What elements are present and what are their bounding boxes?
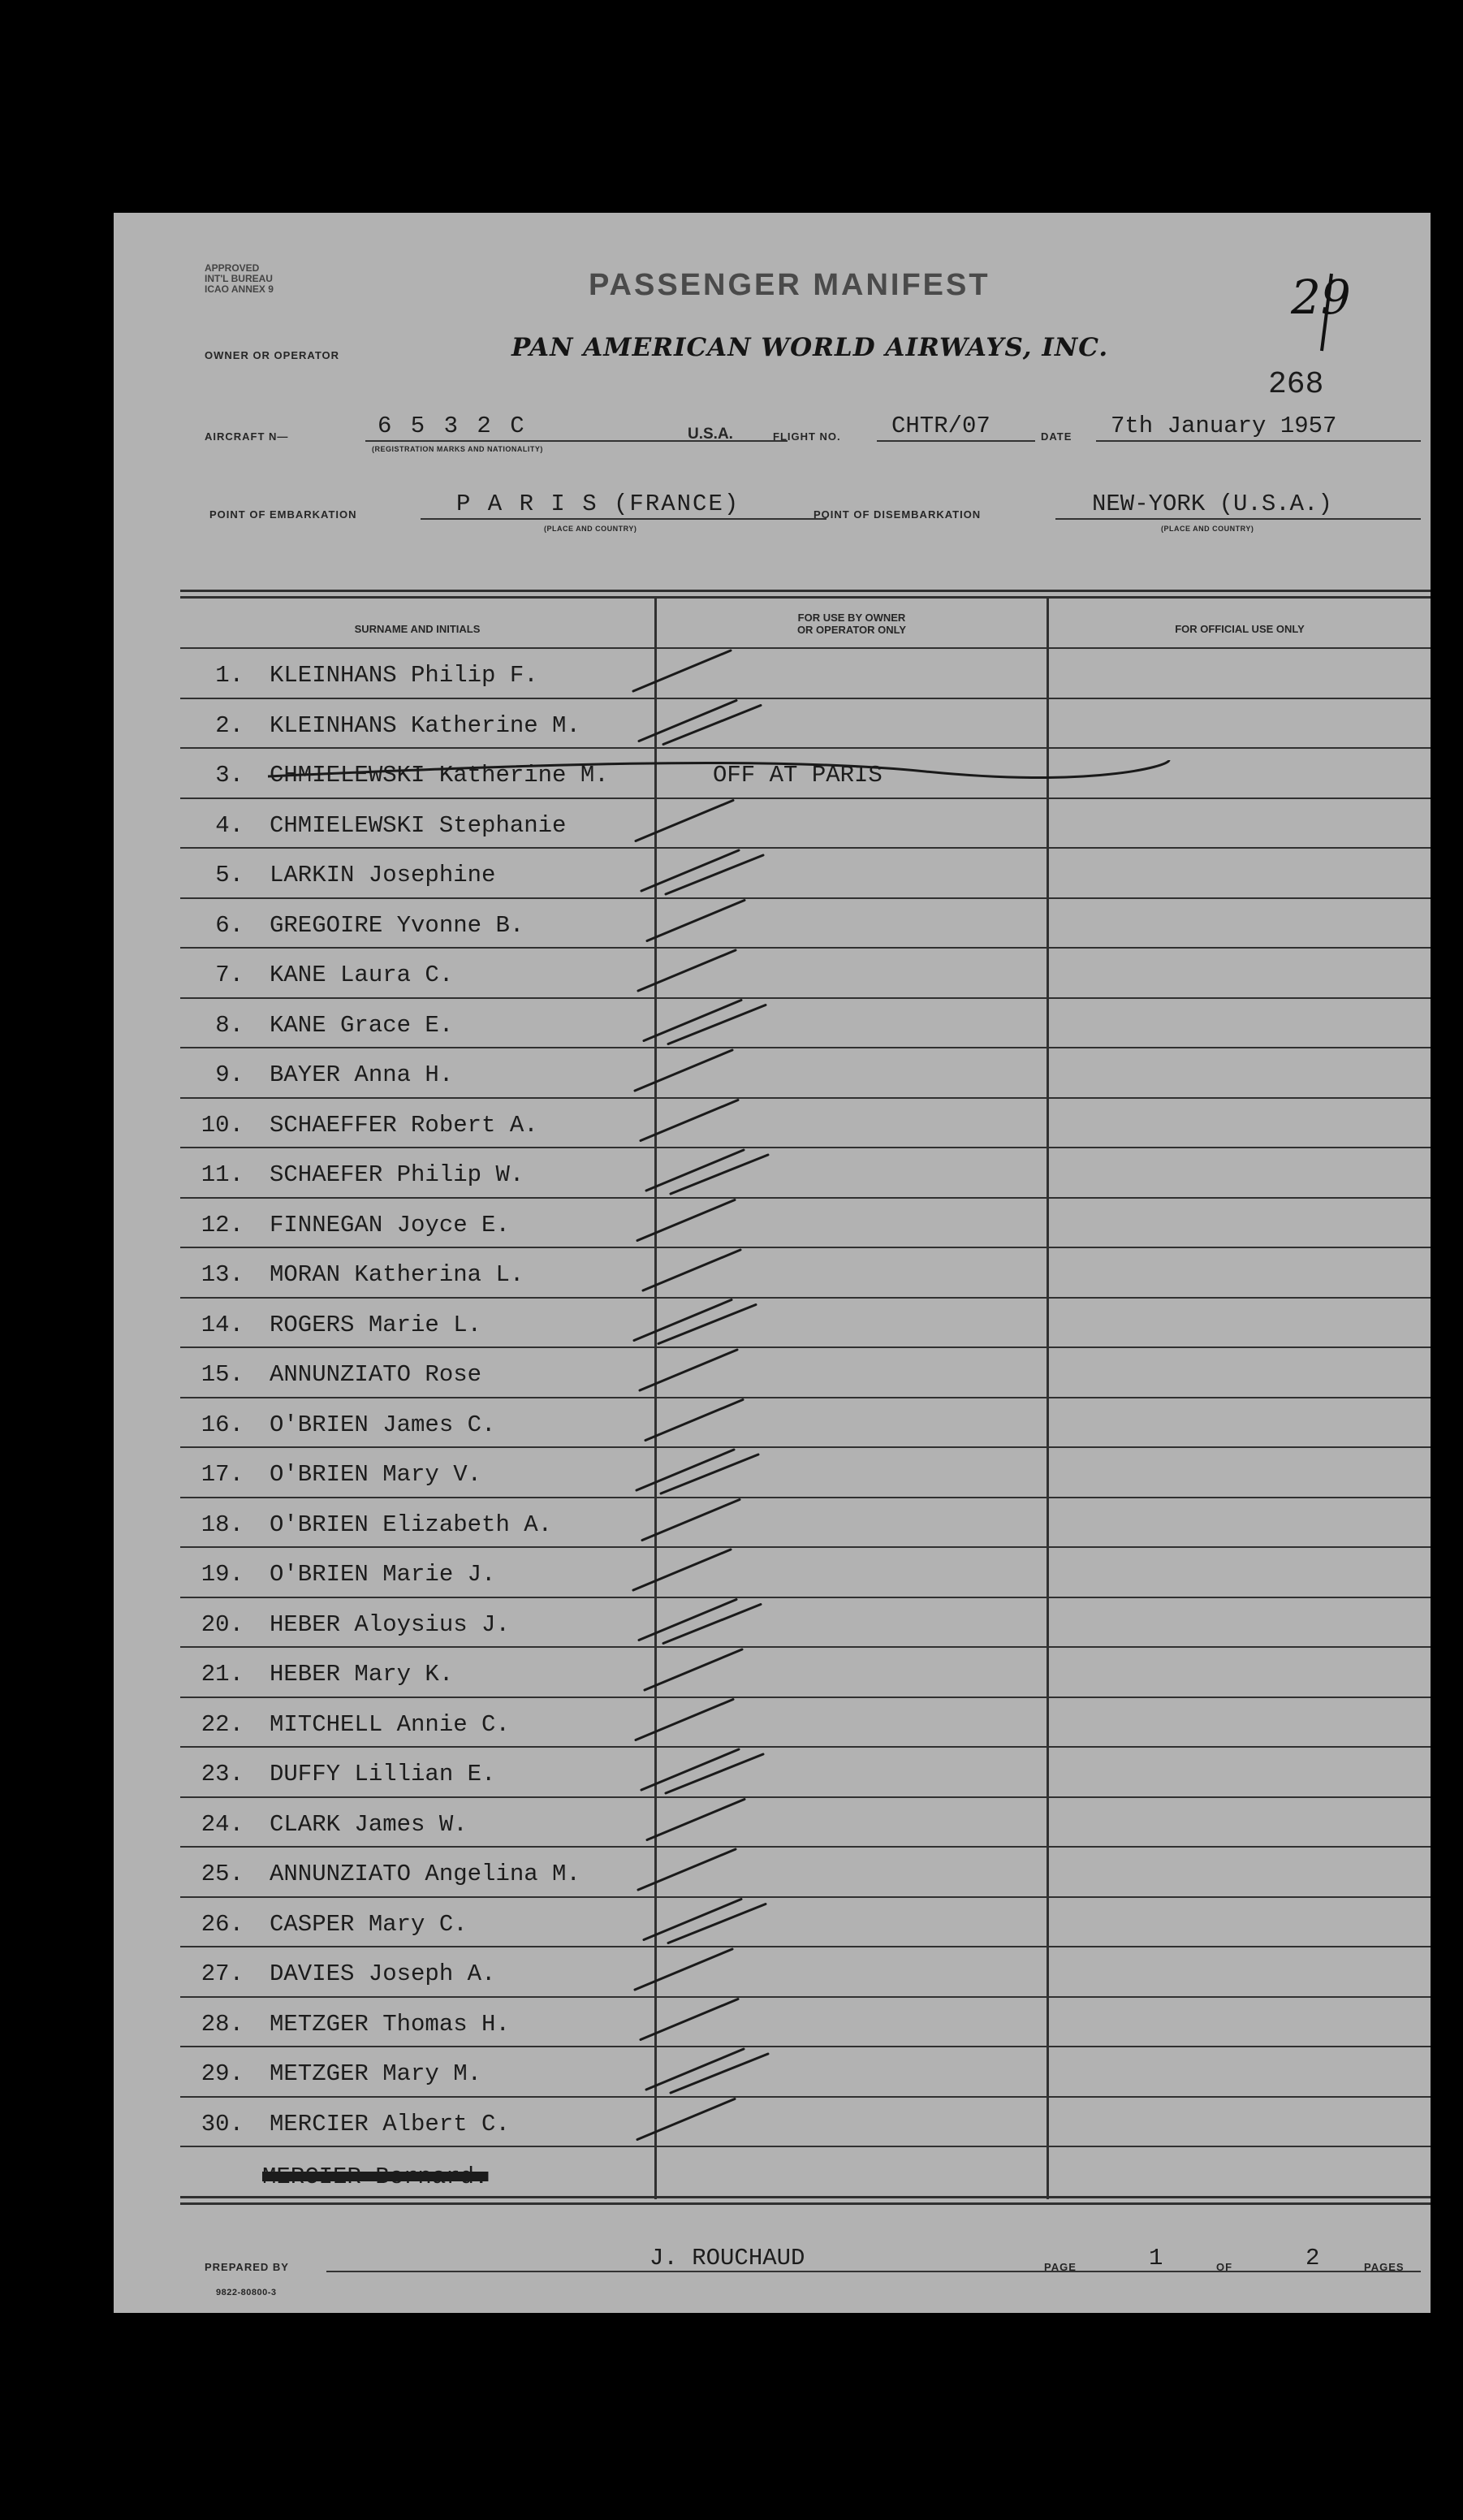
passenger-name: O'BRIEN Elizabeth A. bbox=[270, 1511, 553, 1538]
check-marks bbox=[114, 213, 1431, 2313]
row-number: 6. bbox=[215, 911, 244, 939]
check-mark bbox=[638, 950, 736, 991]
row-number: 9. bbox=[215, 1061, 244, 1088]
check-mark bbox=[636, 801, 733, 841]
row-number: 20. bbox=[201, 1610, 244, 1638]
prepared-label: PREPARED BY bbox=[205, 2261, 289, 2273]
row-number: 19. bbox=[201, 1561, 244, 1588]
check-mark bbox=[633, 1550, 731, 1590]
manifest-sheet bbox=[114, 213, 1431, 2313]
check-mark bbox=[645, 1400, 743, 1441]
passenger-name: KANE Laura C. bbox=[270, 962, 454, 988]
check-mark bbox=[641, 1100, 738, 1141]
check-mark bbox=[645, 1649, 742, 1690]
passenger-name: LARKIN Josephine bbox=[270, 862, 496, 888]
prepared-value: J. ROUCHAUD bbox=[650, 2245, 805, 2271]
passenger-name: MITCHELL Annie C. bbox=[270, 1710, 510, 1738]
row-number: 21. bbox=[201, 1661, 244, 1688]
passenger-name: KLEINHANS Katherine M. bbox=[270, 711, 580, 739]
of-value: 2 bbox=[1305, 2245, 1320, 2271]
check-mark bbox=[635, 1050, 732, 1091]
row-number: 28. bbox=[201, 2010, 244, 2038]
place-caption-2: (PLACE AND COUNTRY) bbox=[1161, 525, 1254, 533]
stamped-number: 268 bbox=[1268, 367, 1324, 402]
flight-value: CHTR/07 bbox=[891, 413, 990, 439]
official-column-header: FOR OFFICIAL USE ONLY bbox=[1175, 623, 1305, 635]
passenger-name: DUFFY Lillian E. bbox=[270, 1761, 496, 1787]
check-mark bbox=[637, 1200, 735, 1241]
row-number: 22. bbox=[201, 1710, 244, 1738]
row-number: 11. bbox=[201, 1161, 244, 1188]
passenger-name: SCHAEFER Philip W. bbox=[270, 1161, 524, 1188]
passenger-name: O'BRIEN Mary V. bbox=[270, 1461, 482, 1488]
pages-label: PAGES bbox=[1364, 2261, 1405, 2273]
check-mark bbox=[635, 1949, 732, 1990]
airline-name: PAN AMERICAN WORLD AIRWAYS, INC. bbox=[511, 333, 1109, 362]
passenger-name: CASPER Mary C. bbox=[270, 1910, 468, 1938]
passenger-name: KLEINHANS Philip F. bbox=[270, 662, 538, 689]
passenger-name: HEBER Aloysius J. bbox=[270, 1610, 510, 1638]
row-number: 30. bbox=[201, 2110, 244, 2137]
form-title: PASSENGER MANIFEST bbox=[589, 268, 990, 302]
passenger-name: GREGOIRE Yvonne B. bbox=[270, 911, 524, 939]
check-mark bbox=[633, 651, 731, 691]
approval-stamp: APPROVED INT'L BUREAU ICAO ANNEX 9 bbox=[205, 262, 274, 295]
passenger-name: MORAN Katherina L. bbox=[270, 1261, 524, 1288]
passenger-name: CLARK James W. bbox=[270, 1810, 468, 1838]
operator-note: OFF AT PARIS bbox=[713, 762, 883, 789]
row-number: 2. bbox=[215, 711, 244, 739]
passenger-name: ROGERS Marie L. bbox=[270, 1311, 482, 1338]
row-number: 27. bbox=[201, 1960, 244, 1987]
row-number: 14. bbox=[201, 1311, 244, 1338]
handwritten-stroke bbox=[1322, 274, 1331, 351]
check-mark bbox=[636, 1700, 733, 1740]
row-number: 10. bbox=[201, 1111, 244, 1139]
row-number: 25. bbox=[201, 1861, 244, 1887]
aircraft-value: 6 5 3 2 C bbox=[378, 413, 527, 439]
passenger-name: MERCIER Albert C. bbox=[270, 2110, 510, 2137]
handwritten-page-number: 29 bbox=[1291, 270, 1351, 325]
passenger-name: CHMIELEWSKI Stephanie bbox=[270, 811, 567, 839]
row-number: 3. bbox=[215, 762, 244, 789]
form-code: 9822-80800-3 bbox=[216, 2288, 277, 2297]
row-number: 23. bbox=[201, 1761, 244, 1787]
row-number: 26. bbox=[201, 1910, 244, 1938]
row-number: 18. bbox=[201, 1511, 244, 1538]
check-mark bbox=[640, 1350, 737, 1390]
check-mark bbox=[647, 1800, 744, 1840]
row-number: 8. bbox=[215, 1011, 244, 1039]
passenger-name: SCHAEFFER Robert A. bbox=[270, 1111, 538, 1139]
check-mark bbox=[641, 1999, 738, 2040]
disembarkation-value: NEW-YORK (U.S.A.) bbox=[1092, 491, 1332, 517]
row-number: 17. bbox=[201, 1461, 244, 1488]
row-number: 7. bbox=[215, 962, 244, 988]
page-label: PAGE bbox=[1044, 2261, 1077, 2273]
row-number: 4. bbox=[215, 811, 244, 839]
passenger-name: BAYER Anna H. bbox=[270, 1061, 454, 1088]
passenger-name: METZGER Mary M. bbox=[270, 2060, 482, 2087]
passenger-name: ANNUNZIATO Angelina M. bbox=[270, 1861, 580, 1887]
flight-label: FLIGHT NO. bbox=[773, 430, 841, 443]
place-caption: (PLACE AND COUNTRY) bbox=[544, 525, 637, 533]
embarkation-label: POINT OF EMBARKATION bbox=[209, 508, 357, 521]
passenger-name: HEBER Mary K. bbox=[270, 1661, 454, 1688]
row-number: 15. bbox=[201, 1361, 244, 1388]
row-number: 24. bbox=[201, 1810, 244, 1838]
registration-caption: (REGISTRATION MARKS AND NATIONALITY) bbox=[372, 445, 543, 453]
date-label: DATE bbox=[1041, 430, 1072, 443]
of-label: OF bbox=[1216, 2261, 1233, 2273]
check-mark bbox=[642, 1500, 740, 1541]
row-number: 1. bbox=[215, 662, 244, 689]
struck-entry: MERCIER Bernard. bbox=[262, 2163, 489, 2190]
check-mark bbox=[638, 1849, 736, 1890]
passenger-name: O'BRIEN James C. bbox=[270, 1411, 496, 1438]
passenger-name: O'BRIEN Marie J. bbox=[270, 1561, 496, 1588]
surname-column-header: SURNAME AND INITIALS bbox=[354, 623, 481, 635]
passenger-name: FINNEGAN Joyce E. bbox=[270, 1211, 510, 1238]
row-number: 13. bbox=[201, 1261, 244, 1288]
disembarkation-label: POINT OF DISEMBARKATION bbox=[813, 508, 982, 521]
date-value: 7th January 1957 bbox=[1111, 413, 1337, 439]
passenger-name: CHMIELEWSKI Katherine M. bbox=[270, 762, 609, 789]
row-number: 16. bbox=[201, 1411, 244, 1438]
country-label: U.S.A. bbox=[688, 426, 733, 443]
embarkation-value: P A R I S (FRANCE) bbox=[456, 491, 740, 517]
passenger-name: KANE Grace E. bbox=[270, 1011, 454, 1039]
row-number: 12. bbox=[201, 1211, 244, 1238]
page-value: 1 bbox=[1149, 2245, 1163, 2271]
passenger-name: ANNUNZIATO Rose bbox=[270, 1361, 482, 1388]
aircraft-label: AIRCRAFT N— bbox=[205, 430, 289, 443]
check-mark bbox=[647, 901, 744, 941]
owner-label: OWNER OR OPERATOR bbox=[205, 349, 340, 361]
check-mark bbox=[643, 1250, 740, 1290]
owner-column-header: FOR USE BY OWNER OR OPERATOR ONLY bbox=[796, 612, 907, 636]
row-number: 5. bbox=[215, 862, 244, 888]
strike-line bbox=[268, 760, 1169, 777]
passenger-name: DAVIES Joseph A. bbox=[270, 1960, 496, 1987]
passenger-name: METZGER Thomas H. bbox=[270, 2010, 510, 2038]
row-number: 29. bbox=[201, 2060, 244, 2087]
check-mark bbox=[637, 2099, 735, 2140]
